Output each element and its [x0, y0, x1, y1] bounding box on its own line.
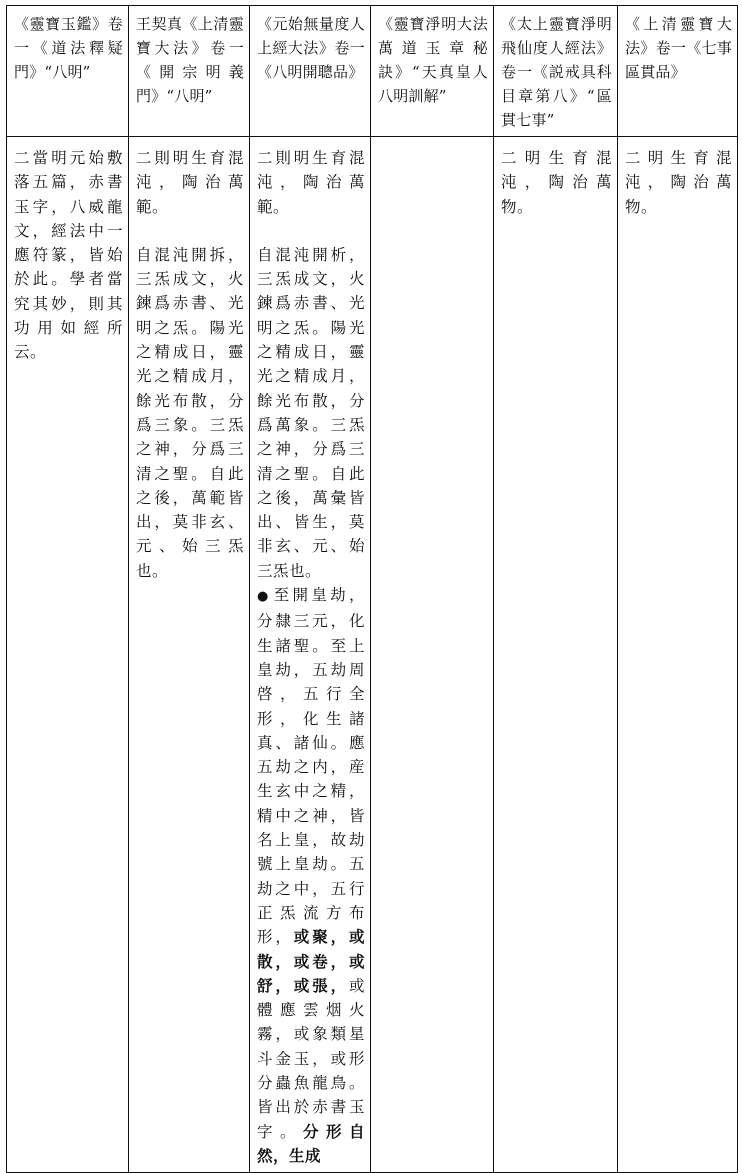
bullet-marker: ● [257, 589, 272, 605]
body-cell-1 [7, 137, 129, 1173]
body-cell-6 [618, 137, 738, 1173]
header-5-text: 《太上靈寶淨明飛仙度人經法》卷一《説戒具科目章第八》“區貫七事” [501, 15, 612, 129]
header-row [7, 6, 738, 137]
col3-paragraph-4: 或體應雲烟火霧，或象類星斗金玉，或形分蟲魚龍鳥。皆出於赤書玉字。 [257, 976, 365, 1141]
body-cell-2 [129, 137, 250, 1173]
col3-paragraph-3: 至開皇劫，分隸三元，化生諸聖。至上皇劫，五劫周啓，五行全形，化生諸真、諸仙。應五劫之内，産生玄中之精，精中之神，皆名上皇，故劫號上皇劫。五劫之中，五行正炁流方布形， [257, 586, 365, 947]
col2-paragraph-1: 二則明生育混沌，陶治萬範。 [136, 149, 244, 216]
body-cell-3 [250, 137, 371, 1173]
header-cell-6 [618, 6, 738, 137]
header-6-text: 《上清靈寶大法》卷一《七事區貫品》 [625, 15, 732, 81]
col1-text: 二當明元始敷落五篇，赤書玉字，八威龍文，經法中一應符篆，皆始於此。學者當究其妙，則其功用如經所云。 [14, 149, 123, 362]
col2-paragraph-2: 自混沌開拆，三炁成文，火鍊爲赤書、光明之炁。陽光之精成日，靈光之精成月，餘光布散，分爲三象。三炁之神，分爲三清之聖。自此之後，萬範皆出，莫非玄、元、始三炁也。 [136, 245, 244, 580]
body-cell-5 [494, 137, 618, 1173]
col5-text: 二明生育混沌，陶治萬物。 [501, 149, 612, 216]
header-cell-5 [494, 6, 618, 137]
header-1-text: 《靈寶玉鑑》卷一《道法釋疑門》“八明” [14, 15, 123, 81]
header-4-text: 《靈寶淨明大法萬道玉章秘訣》“天真皇人八明訓解” [378, 15, 488, 105]
header-cell-3 [250, 6, 371, 137]
body-row [7, 137, 738, 1173]
col3-bold-phrase-1: 或聚，或散，或卷，或舒，或張， [257, 927, 365, 995]
header-cell-1 [7, 6, 129, 137]
col3-paragraph-1: 二則明生育混沌，陶治萬範。 [257, 149, 365, 216]
header-cell-2 [129, 6, 250, 137]
comparison-table [6, 5, 738, 1173]
col3-paragraph-2-text: 自混沌開析，三炁成文，火鍊爲赤書、光明之炁。陽光之精成日，靈光之精成月，餘光布散，分爲萬象。三炁之神，分爲三清之聖。自此之後，萬彙皆出、皆生，莫非玄、元、始三炁也。 [257, 245, 365, 580]
header-cell-4 [371, 6, 494, 137]
col3-bold-phrase-2: 分形自然，生成 [257, 1121, 365, 1165]
col3-paragraph-2 [257, 243, 365, 1168]
col6-text: 二明生育混沌，陶治萬物。 [625, 149, 732, 216]
header-3-text: 《元始無量度人上經大法》卷一《八明開聰品》 [257, 15, 365, 81]
header-2-text: 王契真《上清靈寶大法》卷一《開宗明義門》“八明” [136, 15, 244, 105]
body-cell-4 [371, 137, 494, 1173]
